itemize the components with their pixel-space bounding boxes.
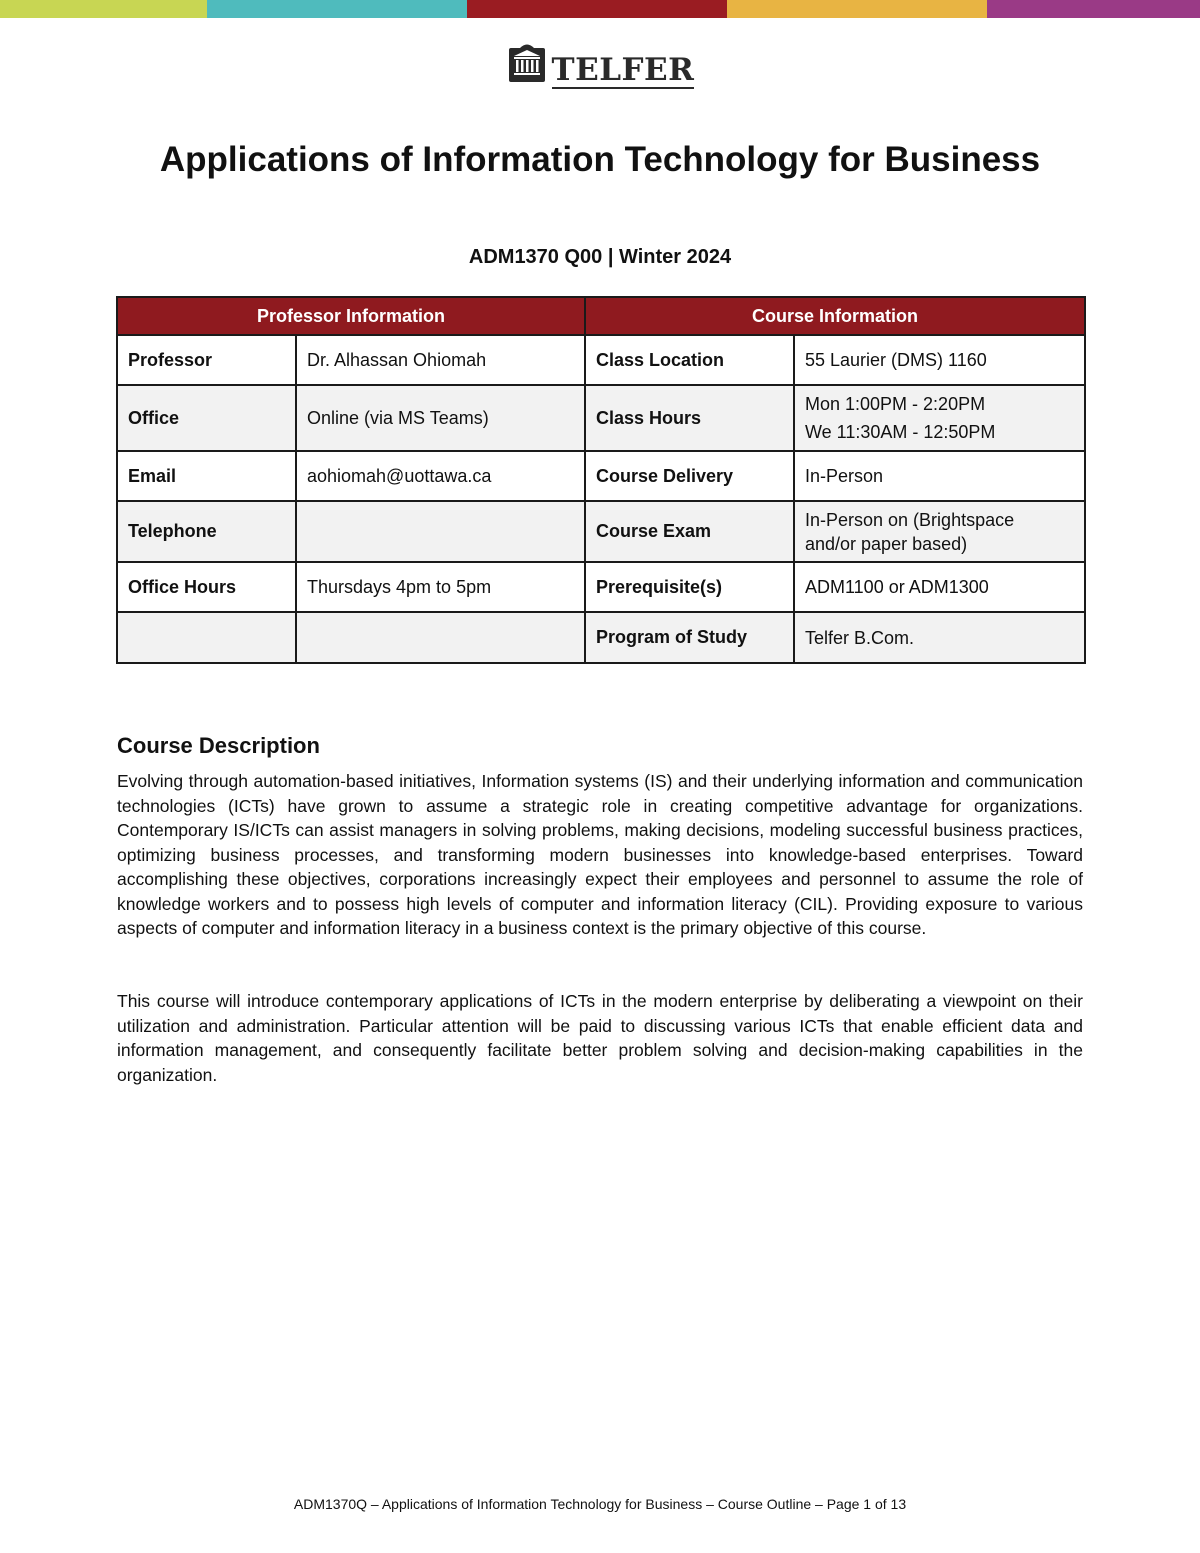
program-of-study-line: Telfer B.Com. (805, 627, 915, 648)
telephone-label: Telephone (117, 501, 296, 562)
course-exam-label: Course Exam (585, 501, 794, 562)
logo-text: TELFER (551, 52, 695, 88)
course-exam-line-2: and/or paper based) (805, 533, 968, 554)
stripe-segment-teal (207, 0, 467, 18)
telfer-logo (0, 40, 1200, 89)
table-row (117, 335, 1085, 385)
empty-label-cell (117, 612, 296, 663)
program-of-study-value (794, 612, 1085, 663)
class-location-value (794, 335, 1085, 385)
course-delivery-line: In-Person (805, 466, 884, 486)
empty-value-cell (296, 612, 585, 663)
course-description-paragraph-1: Evolving through automation-based initiatives, Information systems (IS) and their underlying information and communication technologies (ICTs) have grown to assume a strategic role in creating competitive advantage for organizations. Contemporary IS/ICTs can assist managers in solving problems, making decisions, modeling successful business practices, optimizing business processes, and transforming modern businesses into knowledge-based enterprises. Toward accomplishing these objectives, corporations increasingly expect their employees and personnel to assume the role of knowledge workers and to possess high levels of computer and information literacy (CIL). Providing exposure to various aspects of computer and information literacy in a business context is the primary objective of this course. (117, 771, 1083, 938)
prerequisites-value (794, 562, 1085, 612)
class-location-label: Class Location (585, 335, 794, 385)
course-description-paragraph-2: This course will introduce contemporary applications of ICTs in the modern enterprise by deliberating a viewpoint on their utilization and administration. Particular attention will be paid to discussing various ICTs that enable efficient data and information management, and consequently facilitate better problem solving and decision-making capabilities in the organization. (117, 991, 1083, 1085)
class-hours-label: Class Hours (585, 385, 794, 451)
table-row (117, 562, 1085, 612)
course-code-term: ADM1370 Q00 | Winter 2024 (468, 246, 732, 268)
class-hours-line-2: We 11:30AM - 12:50PM (805, 422, 996, 442)
color-stripe-bar (0, 0, 1200, 18)
table-row (117, 501, 1085, 562)
page-footer: ADM1370Q – Applications of Information Technology for Business – Course Outline – Page 1 of 13 (293, 1496, 907, 1512)
course-description-heading: Course Description (117, 733, 320, 758)
course-delivery-value (794, 451, 1085, 501)
professor-information-header: Professor Information (117, 297, 585, 335)
email-value: aohiomah@uottawa.ca (296, 451, 585, 501)
professor-label: Professor (117, 335, 296, 385)
course-exam-value (794, 501, 1085, 562)
program-of-study-label: Program of Study (585, 612, 794, 663)
professor-value: Dr. Alhassan Ohiomah (296, 335, 585, 385)
building-columns-icon (506, 40, 548, 89)
prerequisites-line: ADM1100 or ADM1300 (805, 577, 989, 597)
office-hours-label: Office Hours (117, 562, 296, 612)
class-hours-value (794, 385, 1085, 451)
course-info-table (116, 296, 1086, 664)
table-row (117, 451, 1085, 501)
class-hours-line-1: Mon 1:00PM - 2:20PM (805, 394, 986, 414)
class-location-line: 55 Laurier (DMS) 1160 (805, 350, 987, 370)
course-information-header: Course Information (585, 297, 1085, 335)
stripe-segment-red (467, 0, 727, 18)
course-exam-line-1: In-Person on (Brightspace (805, 509, 1015, 530)
prerequisites-label: Prerequisite(s) (585, 562, 794, 612)
office-value: Online (via MS Teams) (296, 385, 585, 451)
email-label: Email (117, 451, 296, 501)
table-row (117, 612, 1085, 663)
page-title: Applications of Information Technology for Business (159, 140, 1041, 179)
stripe-segment-gold (727, 0, 987, 18)
telephone-value (296, 501, 585, 562)
office-label: Office (117, 385, 296, 451)
stripe-segment-purple (987, 0, 1200, 18)
office-hours-value: Thursdays 4pm to 5pm (296, 562, 585, 612)
table-row (117, 385, 1085, 451)
stripe-segment-lime (0, 0, 207, 18)
table-header-row (117, 297, 1085, 335)
course-delivery-label: Course Delivery (585, 451, 794, 501)
